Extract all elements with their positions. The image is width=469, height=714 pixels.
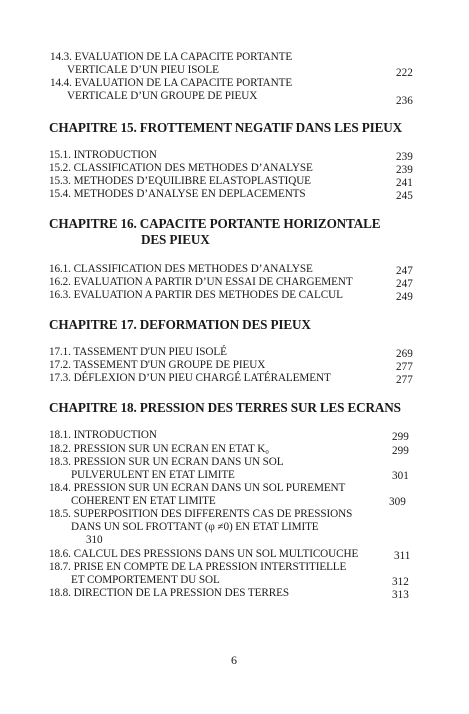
toc-entry-15-3: 15.3. METHODES D’EQUILIBRE ELASTOPLASTIQUE: [49, 175, 311, 187]
toc-page-number: 299: [392, 431, 409, 443]
toc-entry-14-4-line1: 14.4. EVALUATION DE LA CAPACITE PORTANTE: [50, 77, 293, 89]
toc-page-number: 277: [396, 361, 413, 373]
toc-entry-18-6: 18.6. CALCUL DES PRESSIONS DANS UN SOL MULTICOUCHE: [49, 548, 359, 560]
toc-entry-18-3-line1: 18.3. PRESSION SUR UN ECRAN DANS UN SOL: [49, 456, 284, 468]
toc-entry-18-5-line1: 18.5. SUPERPOSITION DES DIFFERENTS CAS DE PRESSIONS: [49, 508, 353, 520]
toc-entry-17-2: 17.2. TASSEMENT D'UN GROUPE DE PIEUX: [49, 359, 266, 371]
toc-entry-14-3-line1: 14.3. EVALUATION DE LA CAPACITE PORTANTE: [50, 51, 293, 63]
toc-page-number: 299: [392, 445, 409, 457]
chapter-15-heading: CHAPITRE 15. FROTTEMENT NEGATIF DANS LES PIEUX: [49, 120, 402, 135]
toc-entry-17-3: 17.3. DÉFLEXION D’UN PIEU CHARGÉ LATÉRALEMENT: [49, 372, 331, 384]
chapter-16-heading-line1: CHAPITRE 16. CAPACITE PORTANTE HORIZONTALE: [49, 216, 381, 231]
toc-page-number: 311: [394, 550, 411, 562]
toc-entry-16-1: 16.1. CLASSIFICATION DES METHODES D’ANALYSE: [49, 263, 313, 275]
toc-entry-14-4-line2: VERTICALE D’UN GROUPE DE PIEUX: [67, 90, 258, 102]
toc-entry-16-3: 16.3. EVALUATION A PARTIR DES METHODES DE CALCUL: [49, 289, 343, 301]
toc-page-number: 269: [396, 348, 413, 360]
chapter-18-heading: CHAPITRE 18. PRESSION DES TERRES SUR LES ECRANS: [49, 400, 401, 415]
toc-entry-18-4-line2: COHERENT EN ETAT LIMITE: [71, 495, 216, 507]
toc-entry-15-1: 15.1. INTRODUCTION: [49, 149, 157, 161]
toc-entry-18-3-line2: PULVERULENT EN ETAT LIMITE: [71, 469, 235, 481]
toc-page-number: 247: [396, 278, 413, 290]
toc-page-number: 239: [396, 151, 413, 163]
toc-entry-14-3-line2: VERTICALE D’UN PIEU ISOLE: [67, 64, 219, 76]
toc-page-number: 249: [396, 291, 413, 303]
toc-page-number: 241: [396, 177, 413, 189]
toc-page-number: 301: [392, 470, 409, 482]
toc-entry-16-2: 16.2. EVALUATION A PARTIR D’UN ESSAI DE CHARGEMENT: [49, 276, 353, 288]
toc-page-number: 239: [396, 164, 413, 176]
toc-page-number: 313: [392, 589, 409, 601]
toc-page-number: 222: [396, 67, 413, 79]
toc-entry-17-1: 17.1. TASSEMENT D'UN PIEU ISOLÉ: [49, 346, 227, 358]
toc-entry-18-1: 18.1. INTRODUCTION: [49, 429, 157, 441]
toc-entry-18-7-line1: 18.7. PRISE EN COMPTE DE LA PRESSION INTERSTITIELLE: [49, 561, 347, 573]
toc-entry-18-5-line2: DANS UN SOL FROTTANT (φ ≠0) EN ETAT LIMITE: [71, 521, 319, 533]
page-number-footer: 6: [231, 653, 237, 667]
chapter-16-heading-line2: DES PIEUX: [141, 232, 210, 247]
toc-page-number: 277: [396, 374, 413, 386]
toc-page-number: 236: [396, 95, 413, 107]
toc-page-number: 309: [389, 496, 406, 508]
toc-page-number: 245: [396, 190, 413, 202]
chapter-17-heading: CHAPITRE 17. DEFORMATION DES PIEUX: [49, 317, 311, 332]
toc-entry-18-7-line2: ET COMPORTEMENT DU SOL: [71, 574, 220, 586]
toc-entry-18-8: 18.8. DIRECTION DE LA PRESSION DES TERRES: [49, 587, 289, 599]
toc-entry-15-4: 15.4. METHODES D’ANALYSE EN DEPLACEMENTS: [49, 188, 306, 200]
toc-entry-15-2: 15.2. CLASSIFICATION DES METHODES D’ANALYSE: [49, 162, 313, 174]
toc-page-number: 312: [392, 576, 409, 588]
toc-entry-18-2: 18.2. PRESSION SUR UN ECRAN EN ETAT K₀: [49, 443, 269, 455]
toc-entry-18-4-line1: 18.4. PRESSION SUR UN ECRAN DANS UN SOL PUREMENT: [49, 482, 346, 494]
toc-page-number: 310: [86, 534, 103, 546]
toc-page-number: 247: [396, 265, 413, 277]
